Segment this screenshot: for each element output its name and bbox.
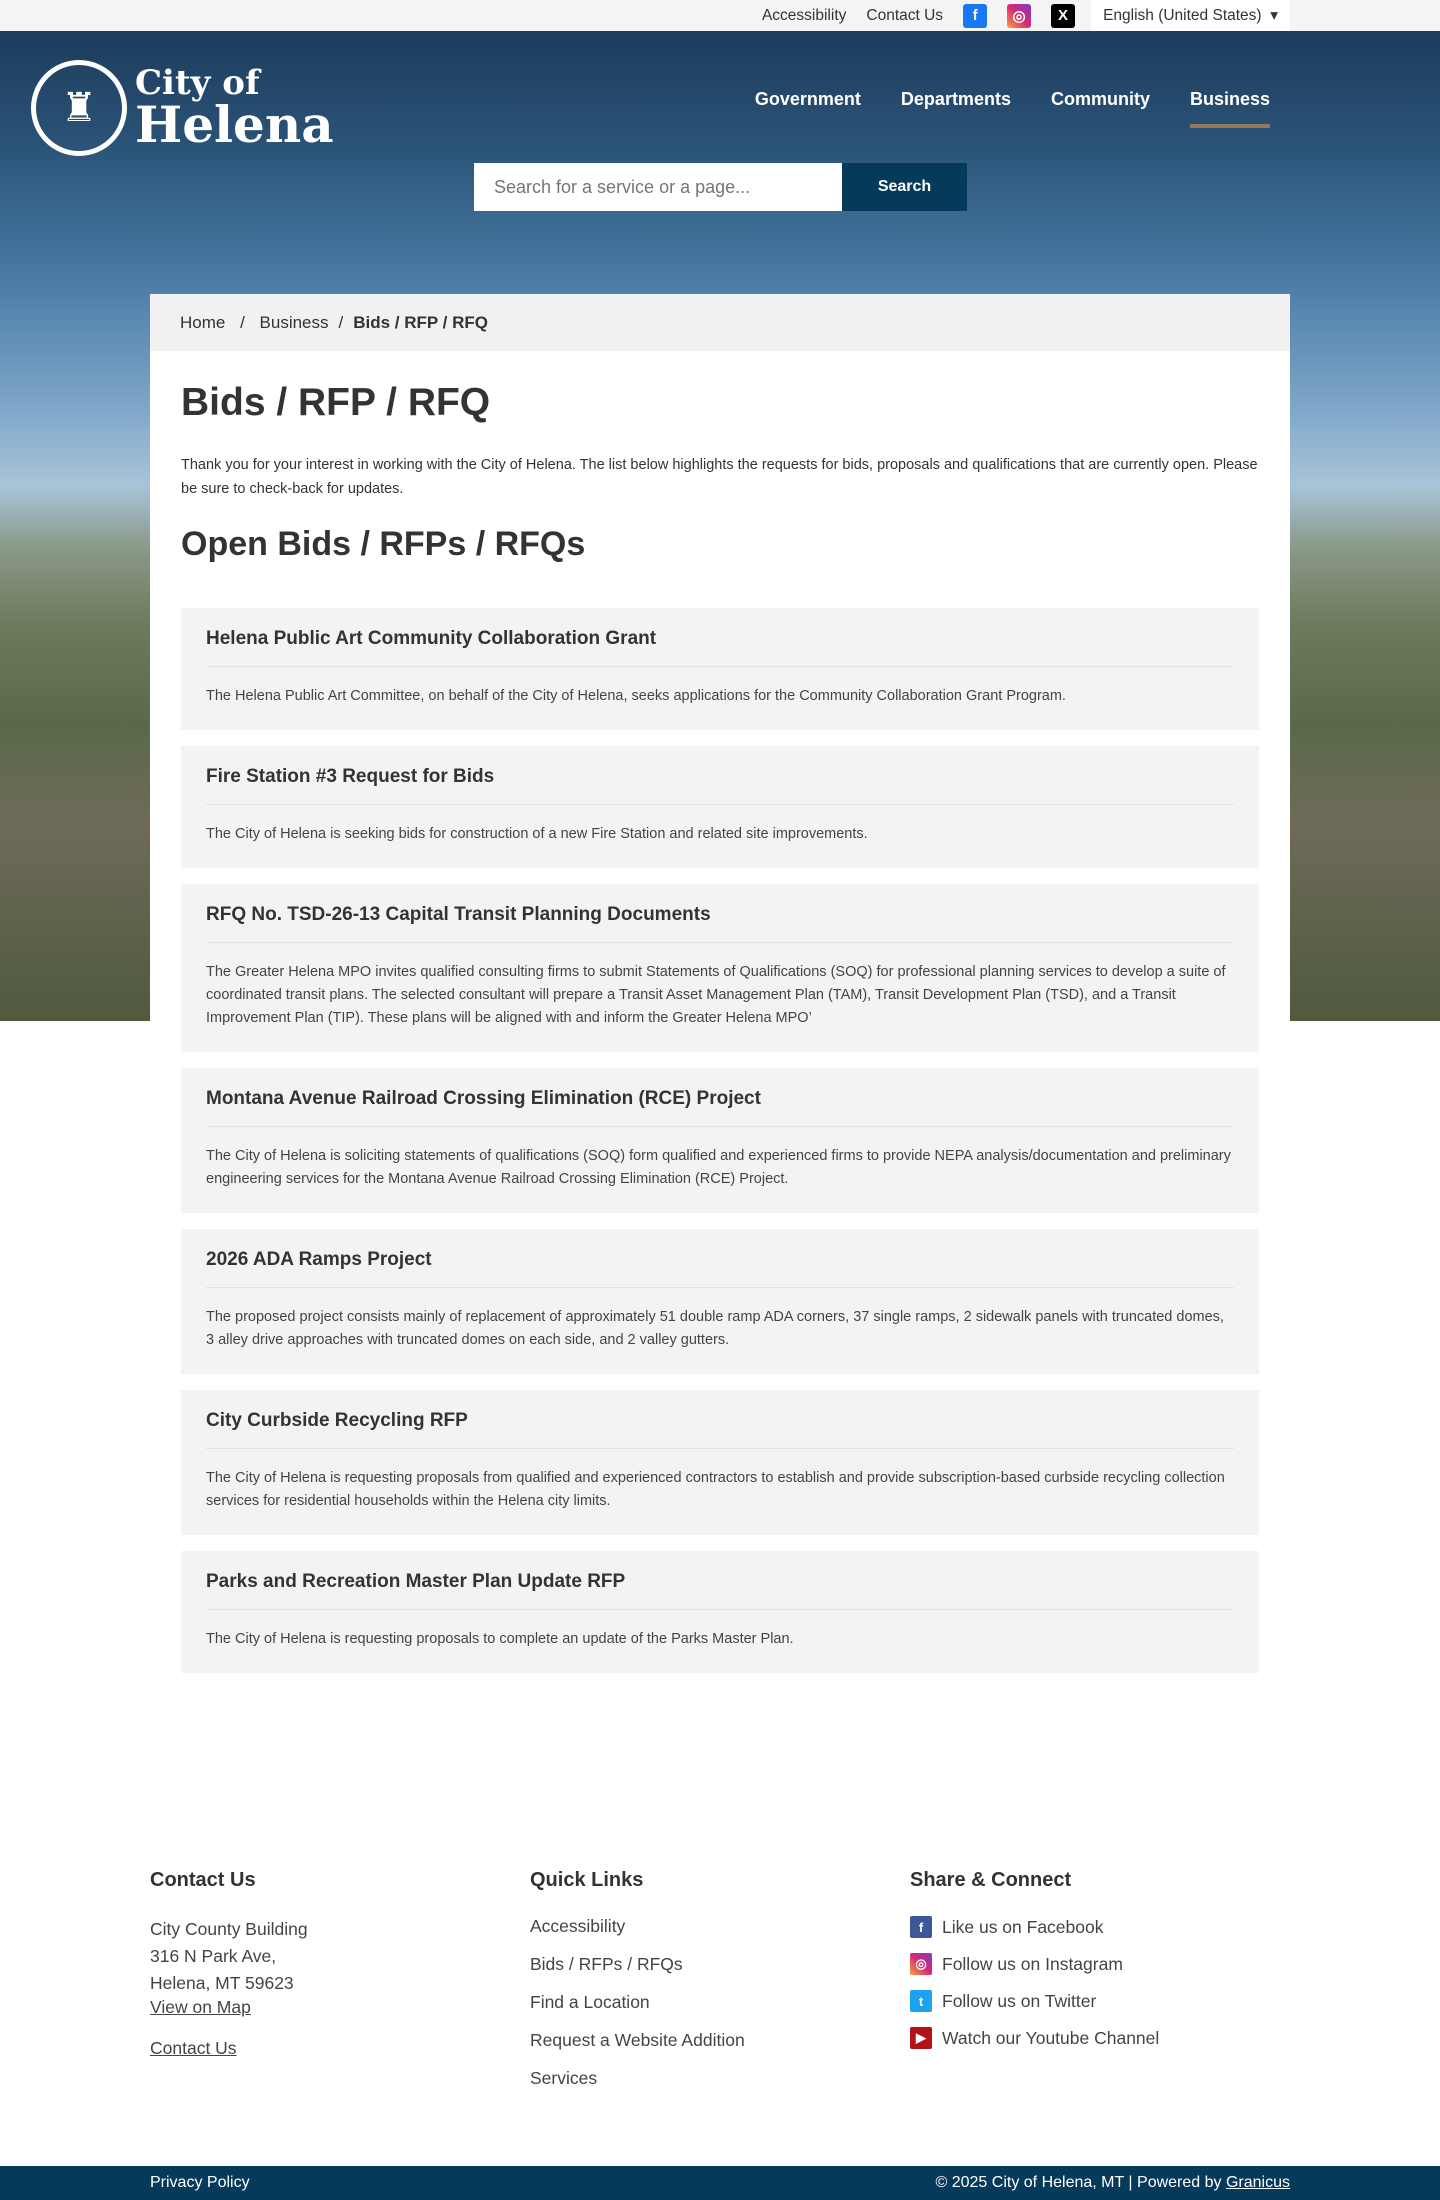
- instagram-link[interactable]: [910, 1953, 1290, 1975]
- link-label: Watch our Youtube Channel: [942, 2027, 1160, 2048]
- logo-line2: Helena: [135, 95, 334, 154]
- footer-share: [910, 1869, 1290, 2106]
- page-title: Bids / RFP / RFQ: [181, 381, 491, 424]
- bid-description: The Greater Helena MPO invites qualified consulting firms to submit Statements of Qualifications (SOQ) for professional planning services to develop a suite of coordinated transit plans. The selected consultant will prepare a Transit Asset Management Plan (TAM), Transit Development Plan (TSD), and a Transit Improvement Plan (TIP). These plans will be aligned with and inform the Greater Helena MPO’: [206, 964, 1226, 1026]
- contact-link[interactable]: Contact Us: [866, 6, 944, 24]
- bid-item[interactable]: [181, 1068, 1259, 1213]
- bid-title[interactable]: Parks and Recreation Master Plan Update RFP: [206, 1571, 1234, 1610]
- bid-description: The Helena Public Art Committee, on behalf of the City of Helena, seeks applications for the Community Collaboration Grant Program.: [206, 688, 1066, 704]
- accessibility-link[interactable]: Accessibility: [761, 6, 847, 24]
- address-line: 316 N Park Ave,: [150, 1946, 277, 1966]
- bid-description: The City of Helena is requesting proposals from qualified and experienced contractors to establish and provide subscription-based curbside recycling collection services for residential households within the Helena city limits.: [206, 1470, 1225, 1509]
- footer-heading: Share & Connect: [910, 1869, 1072, 1891]
- twitter-link[interactable]: [910, 1990, 1290, 2012]
- separator: /: [338, 312, 344, 332]
- footer-quick-links: [530, 1869, 910, 2106]
- granicus-link[interactable]: Granicus: [1225, 2174, 1290, 2191]
- nav-business[interactable]: Business: [1190, 89, 1270, 128]
- bid-title[interactable]: Fire Station #3 Request for Bids: [206, 766, 1234, 805]
- bid-title[interactable]: City Curbside Recycling RFP: [206, 1410, 1234, 1449]
- logo-line1: City of: [135, 63, 260, 103]
- privacy-policy-link[interactable]: Privacy Policy: [150, 2174, 250, 2191]
- youtube-icon: ▶: [910, 2027, 932, 2049]
- facebook-icon: f: [910, 1916, 932, 1938]
- bottom-bar: [0, 2166, 1440, 2200]
- bid-item[interactable]: [181, 608, 1259, 730]
- breadcrumb: [150, 294, 1290, 351]
- bid-item[interactable]: [181, 1551, 1259, 1673]
- facebook-link[interactable]: [910, 1916, 1290, 1938]
- bid-list: [181, 608, 1259, 1673]
- logo[interactable]: [31, 60, 334, 156]
- bid-title[interactable]: 2026 ADA Ramps Project: [206, 1249, 1234, 1288]
- instagram-icon[interactable]: ◎: [1007, 4, 1031, 28]
- bid-description: The City of Helena is soliciting statements of qualifications (SOQ) form qualified and experienced firms to provide NEPA analysis/documentation and preliminary engineering services for the Montana Avenue Railroad Crossing Elimination (RCE) Project.: [206, 1148, 1231, 1187]
- separator: /: [235, 312, 250, 332]
- content-card: [150, 294, 1290, 1729]
- language-select[interactable]: [1091, 0, 1290, 31]
- quick-link[interactable]: Accessibility: [530, 1916, 626, 1936]
- nav-community[interactable]: Community: [1050, 89, 1150, 109]
- quick-link[interactable]: Request a Website Addition: [530, 2030, 745, 2050]
- copyright: © 2025 City of Helena, MT | Powered by: [935, 2174, 1222, 2191]
- link-label: Like us on Facebook: [942, 1916, 1104, 1937]
- nav-departments[interactable]: Departments: [900, 89, 1011, 109]
- quick-link[interactable]: Bids / RFPs / RFQs: [530, 1954, 683, 1974]
- x-icon[interactable]: X: [1051, 4, 1075, 28]
- footer-contact-link[interactable]: Contact Us: [150, 2038, 237, 2058]
- twitter-icon: t: [910, 1990, 932, 2012]
- facebook-icon[interactable]: f: [963, 4, 987, 28]
- youtube-link[interactable]: [910, 2027, 1290, 2049]
- caret-down-icon: ▾: [1270, 7, 1278, 24]
- instagram-icon: ◎: [910, 1953, 932, 1975]
- search-input[interactable]: [474, 163, 842, 211]
- bid-title[interactable]: Helena Public Art Community Collaboration Grant: [206, 628, 1234, 667]
- header: [0, 31, 1440, 261]
- quick-link[interactable]: Find a Location: [530, 1992, 650, 2012]
- intro-text: Thank you for your interest in working with the City of Helena. The list below highlights the requests for bids, proposals and qualifications that are currently open. Please be sure to check-back for updates.: [181, 457, 1258, 497]
- breadcrumb-current: Bids / RFP / RFQ: [353, 312, 489, 332]
- section-title: Open Bids / RFPs / RFQs: [181, 525, 586, 563]
- address-line: City County Building: [150, 1919, 308, 1939]
- bid-item[interactable]: [181, 1229, 1259, 1374]
- bid-description: The City of Helena is seeking bids for construction of a new Fire Station and related site improvements.: [206, 826, 868, 842]
- bid-title[interactable]: RFQ No. TSD-26-13 Capital Transit Planning Documents: [206, 904, 1234, 943]
- quick-link[interactable]: Services: [530, 2068, 598, 2088]
- breadcrumb-business[interactable]: Business: [259, 312, 329, 332]
- bid-description: The proposed project consists mainly of replacement of approximately 51 double ramp ADA corners, 37 single ramps, 2 sidewalk panels with truncated domes, 3 alley drive approaches with truncated domes on each side, and 2 valley gutters.: [206, 1309, 1224, 1348]
- search-button[interactable]: Search: [842, 163, 967, 211]
- footer-heading: Quick Links: [530, 1869, 644, 1891]
- bid-item[interactable]: [181, 1390, 1259, 1535]
- nav-government[interactable]: Government: [754, 89, 861, 109]
- footer: [0, 1729, 1440, 2166]
- view-on-map-link[interactable]: View on Map: [150, 1997, 251, 2017]
- bid-description: The City of Helena is requesting proposals to complete an update of the Parks Master Plan.: [206, 1631, 794, 1647]
- search-form: [474, 163, 967, 211]
- link-label: Follow us on Twitter: [942, 1990, 1097, 2011]
- bid-item[interactable]: [181, 746, 1259, 868]
- bid-title[interactable]: Montana Avenue Railroad Crossing Elimination (RCE) Project: [206, 1088, 1234, 1127]
- language-label: English (United States): [1103, 6, 1262, 24]
- lookout-tower-seal-icon: ♜: [31, 60, 127, 156]
- footer-heading: Contact Us: [150, 1869, 256, 1891]
- link-label: Follow us on Instagram: [942, 1953, 1123, 1974]
- utility-bar: [0, 0, 1440, 31]
- footer-contact: [150, 1869, 530, 2106]
- address-line: Helena, MT 59623: [150, 1973, 294, 1993]
- breadcrumb-home[interactable]: Home: [180, 312, 226, 332]
- main-nav: [755, 89, 1270, 128]
- bid-item[interactable]: [181, 884, 1259, 1052]
